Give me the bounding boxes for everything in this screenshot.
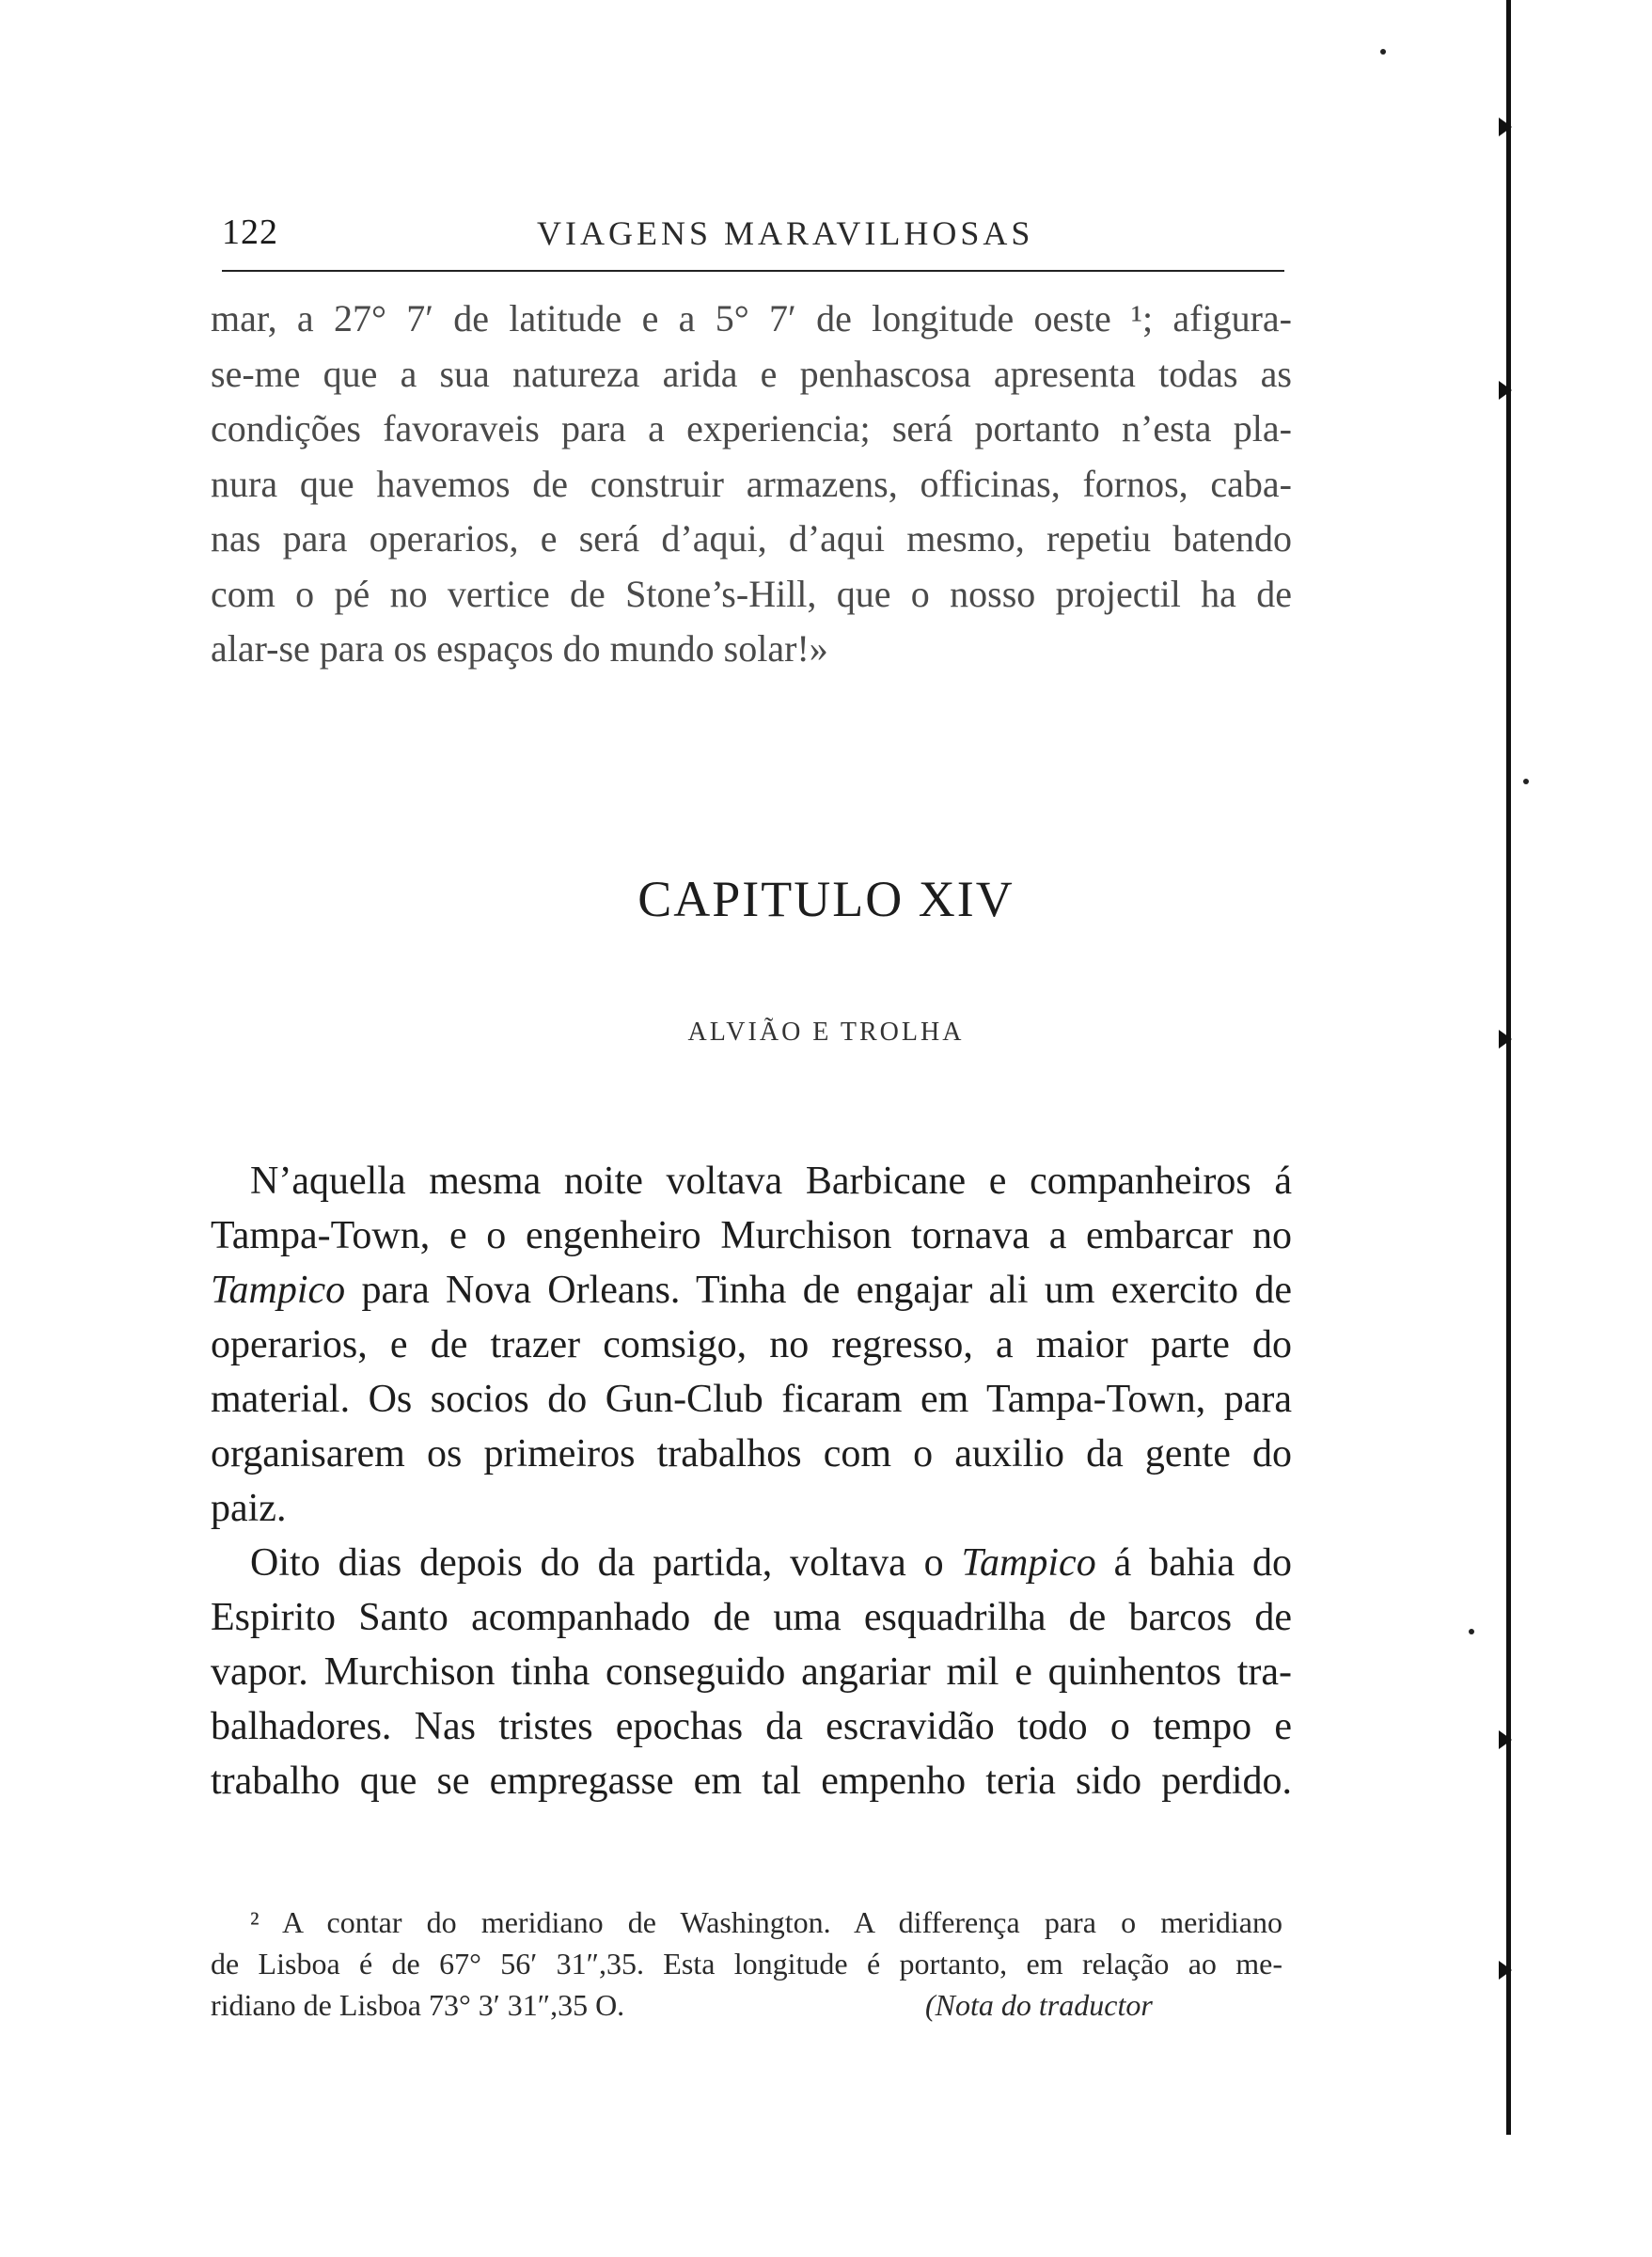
text-span: para Nova Orleans. Tinha de engajar ali um exercito de (345, 1269, 1292, 1312)
binding-mark (1499, 381, 1512, 400)
text-line: com o pé no vertice de Stone’s-Hill, que o nosso projectil ha de (211, 572, 1292, 615)
page-number: 122 (222, 213, 278, 252)
footnote-line: ² A contar do meridiano de Washington. A differença para o meridiano (250, 1905, 1282, 1939)
text-line: balhadores. Nas tristes epochas da escravidão todo o tempo e (211, 1705, 1292, 1748)
text-line: vapor. Murchison tinha conseguido angariar mil e quinhentos tra- (211, 1650, 1292, 1694)
text-span: á bahia do (1095, 1541, 1292, 1585)
speck (1523, 779, 1529, 784)
main-text (211, 1154, 1292, 1808)
top-paragraph (211, 292, 1292, 677)
text-line: mar, a 27° 7′ de latitude e a 5° 7′ de longitude oeste ¹; afigura- (211, 297, 1292, 339)
chapter-title: CAPITULO XIV (637, 871, 1015, 927)
binding-edge-line (1506, 0, 1511, 2135)
footnote-line: de Lisboa é de 67° 56′ 31″,35. Esta longitude é portanto, em relação ao me- (211, 1947, 1282, 1981)
chapter-subtitle: ALVIÃO E TROLHA (687, 1018, 965, 1047)
text-span: Oito dias depois do da partida, voltava o (250, 1541, 962, 1585)
running-title: VIAGENS MARAVILHOSAS (537, 214, 1034, 252)
header-rule (222, 270, 1284, 272)
text-span: ridiano de Lisboa 73° 3′ 31″,35 O. (211, 1988, 625, 2022)
text-line: nura que havemos de construir armazens, officinas, fornos, caba- (211, 462, 1292, 505)
text-line: Tampa-Town, e o engenheiro Murchison tornava a embarcar no (211, 1214, 1292, 1257)
footnote (211, 1902, 1282, 2026)
binding-mark (1499, 1730, 1512, 1749)
text-line: paiz. (211, 1487, 287, 1530)
binding-mark (1499, 1961, 1512, 1980)
italic-ship-name: Tampico (211, 1269, 346, 1312)
text-line: N’aquella mesma noite voltava Barbicane e companheiros á (250, 1160, 1292, 1203)
running-head (222, 212, 1284, 268)
text-line (211, 1263, 1292, 1318)
text-line: material. Os socios do Gun-Club ficaram em Tampa-Town, para (211, 1378, 1292, 1421)
text-line (211, 1536, 1292, 1590)
text-line: condições favoraveis para a experiencia; será portanto n’esta pla- (211, 407, 1292, 450)
text-line: se-me que a sua natureza arida e penhascosa apresenta todas as (211, 352, 1292, 395)
text-line: operarios, e de trazer comsigo, no regresso, a maior parte do (211, 1323, 1292, 1366)
translator-note: (Nota do traductor (925, 1988, 1153, 2022)
text-line: nas para operarios, e será d’aqui, d’aqui mesmo, repetiu batendo (211, 517, 1292, 560)
text-line: alar-se para os espaços do mundo solar!» (211, 627, 828, 670)
speck (1380, 49, 1386, 55)
text-line: Espirito Santo acompanhado de uma esquadrilha de barcos de (211, 1596, 1292, 1639)
text-line: trabalho que se empregasse em tal empenho teria sido perdido. (211, 1760, 1292, 1803)
italic-ship-name: Tampico (961, 1541, 1096, 1585)
binding-mark (1499, 1030, 1512, 1049)
binding-mark (1499, 118, 1512, 136)
text-line: organisarem os primeiros trabalhos com o auxilio da gente do (211, 1432, 1292, 1476)
footnote-line (211, 1984, 1282, 2026)
speck (1469, 1629, 1474, 1634)
